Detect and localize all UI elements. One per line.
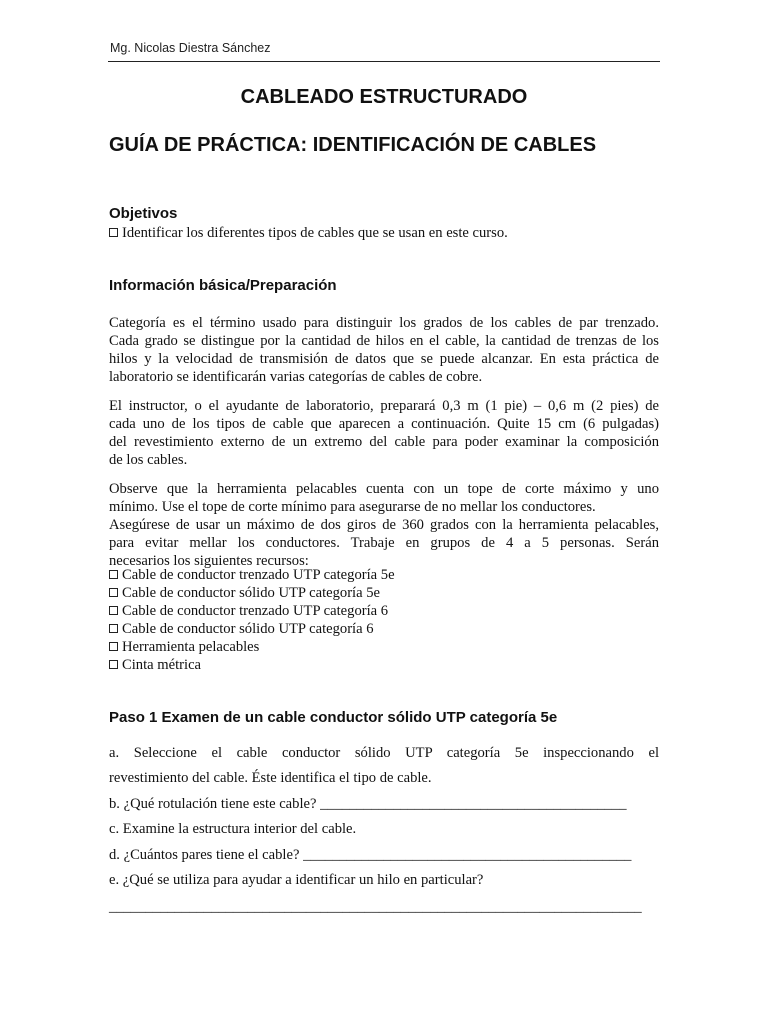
resource-item: Cinta métrica (109, 656, 659, 674)
step1-question-b: b. ¿Qué rotulación tiene este cable? __________________________________________ (109, 796, 627, 812)
step1-item-c: c. Examine la estructura interior del cable. (109, 821, 357, 837)
step1-item-a-cont: revestimiento del cable. Éste identifica el tipo de cable. (109, 770, 432, 786)
objectives-list (109, 224, 659, 242)
resources-list (109, 566, 659, 674)
document-subtitle: GUÍA DE PRÁCTICA: IDENTIFICACIÓN DE CABLES (109, 134, 597, 156)
checkbox-icon (109, 624, 118, 633)
resource-item: Cable de conductor sólido UTP categoría 6 (109, 620, 659, 638)
document-title: CABLEADO ESTRUCTURADO (240, 86, 528, 108)
checkbox-icon (109, 642, 118, 651)
checkbox-icon (109, 588, 118, 597)
resource-item: Cable de conductor sólido UTP categoría 5e (109, 584, 659, 602)
checkbox-icon (109, 660, 118, 669)
background-paragraph-1: Categoría es el término usado para distinguir los grados de los cables de par trenzado. Cada grado se distingue por la cantidad de hilos en el cable, la cantidad de trenzas de los hilos y la velocidad de transmisión de datos que se puede alcanzar. En esta práctica de laboratorio se identificarán varias categorías de cables de cobre. (109, 315, 659, 385)
checkbox-icon (109, 570, 118, 579)
step1-question-e: e. ¿Qué se utiliza para ayudar a identificar un hilo en particular? (109, 872, 484, 888)
objective-item: Identificar los diferentes tipos de cables que se usan en este curso. (109, 224, 659, 242)
background-paragraph-2: El instructor, o el ayudante de laboratorio, preparará 0,3 m (1 pie) – 0,6 m (2 pies) de cada uno de los tipos de cable que aparecen a continuación. Quite 15 cm (6 pulgadas) del revestimiento externo de un extremo del cable para poder examinar la composición de los cables. (109, 398, 659, 468)
step1-heading: Paso 1 Examen de un cable conductor sólido UTP categoría 5e (109, 709, 558, 726)
checkbox-icon (109, 606, 118, 615)
answer-blank-line: _________________________________________________________________________ (109, 899, 642, 915)
objectives-heading: Objetivos (109, 205, 178, 222)
resource-item: Cable de conductor trenzado UTP categoría 5e (109, 566, 659, 584)
header-author: Mg. Nicolas Diestra Sánchez (110, 41, 271, 55)
background-paragraph-3: Observe que la herramienta pelacables cuenta con un tope de corte máximo y uno mínimo. Use el tope de corte mínimo para asegurarse de no mellar los conductores. Asegúrese de usar un máximo de dos giros de 360 grados con la herramienta pelacables, para evitar mellar los conductores. Trabaje en grupos de 4 a 5 personas. Serán necesarios los siguientes recursos: (109, 481, 659, 569)
step1-item-a: a. Seleccione el cable conductor sólido UTP categoría 5e inspeccionando el (109, 745, 659, 761)
checkbox-icon (109, 228, 118, 237)
header-divider (108, 61, 660, 62)
resource-item: Herramienta pelacables (109, 638, 659, 656)
step1-question-d: d. ¿Cuántos pares tiene el cable? _____________________________________________ (109, 847, 632, 863)
resource-item: Cable de conductor trenzado UTP categoría 6 (109, 602, 659, 620)
background-heading: Información básica/Preparación (109, 277, 337, 294)
